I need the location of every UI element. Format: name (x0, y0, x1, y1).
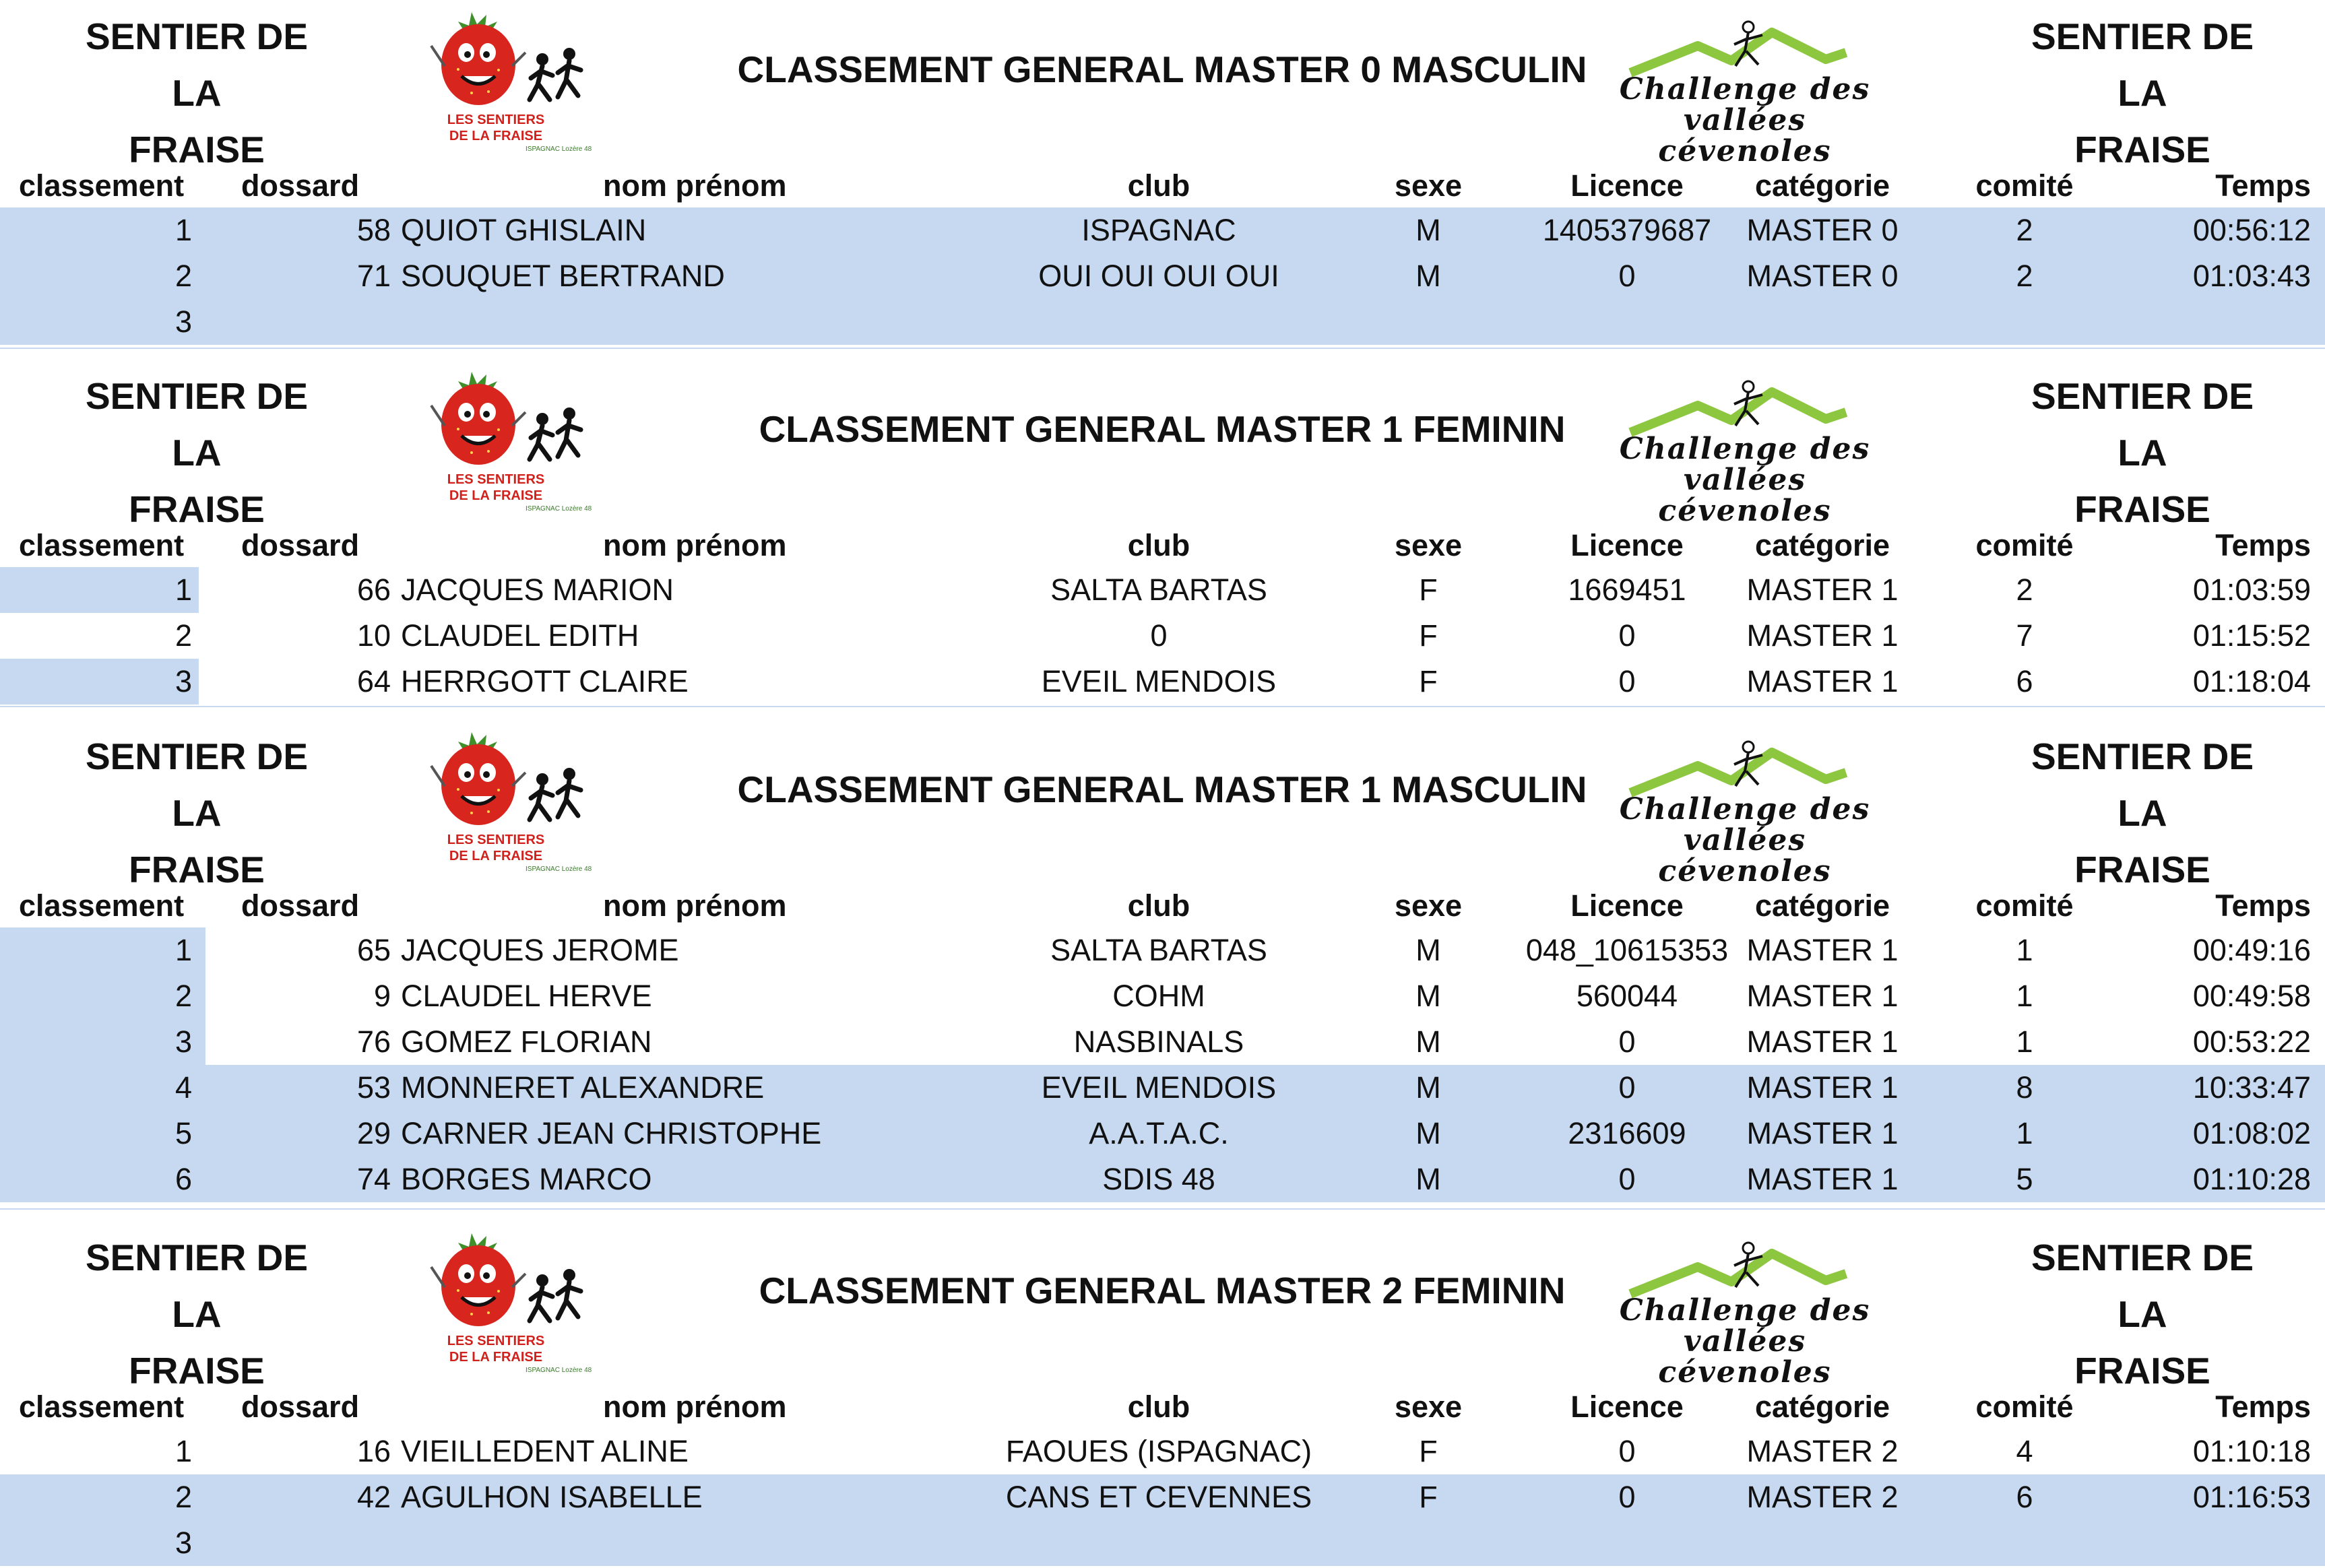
table-header (0, 524, 2325, 567)
cell-sexe: M (1415, 259, 1441, 293)
table-row (0, 1520, 2325, 1566)
cell-comite: 4 (2016, 1434, 2033, 1468)
table-row (0, 1019, 2325, 1065)
cell-categorie: MASTER 1 (1746, 573, 1899, 607)
cell-name: SOUQUET BERTRAND (401, 259, 725, 293)
cell-categorie: MASTER 1 (1746, 618, 1899, 653)
col-categorie-header: catégorie (1754, 888, 1890, 923)
challenge-logo (1603, 1240, 1886, 1390)
challenge-logo (1603, 739, 1886, 888)
cell-rank: 2 (174, 1480, 192, 1514)
cell-temps: 00:53:22 (2192, 1024, 2311, 1059)
cell-comite: 2 (2016, 259, 2033, 293)
col-licence-header: Licence (1570, 1390, 1684, 1424)
table-row (0, 1429, 2325, 1474)
cell-dossard (195, 299, 391, 345)
col-dossard-header: dossard (241, 888, 360, 923)
cell-name (401, 1520, 940, 1566)
cell-sexe: F (1419, 1434, 1438, 1468)
site-title-right: SENTIER DE LA FRAISE (2031, 15, 2254, 170)
cell-comite: 1 (2016, 933, 2033, 967)
cell-categorie (1725, 1520, 1920, 1566)
cell-club: SALTA BARTAS (1050, 573, 1267, 607)
cell-comite: 6 (2016, 1480, 2033, 1514)
cell-name: VIEILLEDENT ALINE (401, 1434, 689, 1468)
strawberry-logo (424, 365, 600, 520)
cell-temps: 00:49:16 (2192, 933, 2311, 967)
cell-sexe: M (1415, 213, 1441, 247)
cell-licence: 0 (1618, 1070, 1636, 1105)
cell-club: 0 (1150, 618, 1168, 653)
site-title-left: SENTIER DE LA FRAISE (85, 736, 309, 890)
table-row (0, 1156, 2325, 1202)
cell-sexe: M (1415, 1116, 1441, 1150)
logo-challenge-text: Challenge des vallées cévenoles (1619, 72, 1871, 168)
cell-temps: 01:15:52 (2192, 618, 2311, 653)
cell-comite: 2 (2016, 213, 2033, 247)
col-rank-header: classement (19, 168, 185, 203)
cell-dossard: 74 (356, 1162, 391, 1196)
cell-categorie: MASTER 1 (1746, 1070, 1899, 1105)
cell-name: QUIOT GHISLAIN (401, 213, 647, 247)
col-categorie-header: catégorie (1754, 1390, 1890, 1424)
logo-fraise-text: LES SENTIERS DE LA FRAISE (447, 472, 545, 503)
cell-licence: 0 (1618, 664, 1636, 698)
cell-temps: 00:56:12 (2192, 213, 2311, 247)
section-divider (0, 1208, 2325, 1210)
cell-licence: 1405379687 (1542, 213, 1712, 247)
cell-sexe: F (1419, 664, 1438, 698)
cell-sexe: M (1415, 1070, 1441, 1105)
site-title-left: SENTIER DE LA FRAISE (85, 375, 309, 530)
cell-club: FAOUES (ISPAGNAC) (1005, 1434, 1312, 1468)
site-title-right: SENTIER DE LA FRAISE (2031, 736, 2254, 890)
cell-name: JACQUES MARION (401, 573, 674, 607)
cell-dossard: 71 (356, 259, 391, 293)
cell-dossard: 76 (356, 1024, 391, 1059)
col-dossard-header: dossard (241, 168, 360, 203)
section-title: CLASSEMENT GENERAL MASTER 2 FEMININ (759, 1270, 1566, 1311)
cell-sexe: F (1419, 1480, 1438, 1514)
cell-categorie: MASTER 1 (1746, 1162, 1899, 1196)
table-row (0, 1065, 2325, 1111)
logo-challenge-text: Challenge des vallées cévenoles (1619, 1293, 1871, 1390)
runner-mountains-icon (1603, 19, 1886, 79)
col-temps-header: Temps (2215, 528, 2311, 562)
cell-sexe: M (1415, 933, 1441, 967)
cell-temps (2115, 1520, 2311, 1566)
strawberry-runners-icon (424, 365, 600, 473)
cell-temps: 01:16:53 (2192, 1480, 2311, 1514)
cell-rank: 1 (174, 1434, 192, 1468)
strawberry-runners-icon (424, 5, 600, 113)
cell-rank: 5 (174, 1116, 192, 1150)
cell-licence (1516, 1520, 1738, 1566)
cell-dossard (195, 1520, 391, 1566)
cell-club: EVEIL MENDOIS (1041, 1070, 1277, 1105)
section-title: CLASSEMENT GENERAL MASTER 0 MASCULIN (737, 48, 1587, 90)
strawberry-runners-icon (424, 1227, 600, 1334)
cell-comite: 1 (2016, 1116, 2033, 1150)
cell-licence: 048_10615353 (1525, 933, 1729, 967)
cell-rank: 3 (174, 1024, 192, 1059)
cell-sexe (1347, 299, 1509, 345)
section-divider (0, 348, 2325, 349)
col-sexe-header: sexe (1394, 168, 1463, 203)
col-temps-header: Temps (2215, 168, 2311, 203)
cell-name: GOMEZ FLORIAN (401, 1024, 652, 1059)
table-row (0, 567, 2325, 613)
runner-mountains-icon (1603, 1240, 1886, 1301)
table-row (0, 299, 2325, 345)
logo-fraise-sub: ISPAGNAC Lozère 48 (525, 1367, 592, 1374)
cell-club: CANS ET CEVENNES (1005, 1480, 1312, 1514)
cell-licence (1516, 299, 1738, 345)
col-club-header: club (1127, 1390, 1190, 1424)
cell-rank: 3 (174, 304, 192, 339)
cell-club (903, 1520, 1415, 1566)
cell-temps: 01:10:28 (2192, 1162, 2311, 1196)
site-title-right: SENTIER DE LA FRAISE (2031, 375, 2254, 530)
table-row (0, 973, 2325, 1019)
strawberry-logo (424, 5, 600, 160)
cell-sexe: M (1415, 1162, 1441, 1196)
col-licence-header: Licence (1570, 528, 1684, 562)
col-club-header: club (1127, 528, 1190, 562)
cell-name: CARNER JEAN CHRISTOPHE (401, 1116, 822, 1150)
col-temps-header: Temps (2215, 1390, 2311, 1424)
col-name-header: nom prénom (603, 888, 787, 923)
cell-dossard: 58 (356, 213, 391, 247)
cell-name (401, 299, 940, 345)
cell-club: OUI OUI OUI OUI (1038, 259, 1279, 293)
col-comite-header: comité (1975, 888, 2074, 923)
cell-licence: 0 (1618, 618, 1636, 653)
section-divider (0, 706, 2325, 707)
col-sexe-header: sexe (1394, 888, 1463, 923)
col-name-header: nom prénom (603, 1390, 787, 1424)
cell-comite: 1 (2016, 1024, 2033, 1059)
cell-comite: 8 (2016, 1070, 2033, 1105)
col-comite-header: comité (1975, 168, 2074, 203)
cell-dossard: 16 (356, 1434, 391, 1468)
cell-comite: 7 (2016, 618, 2033, 653)
cell-club: A.A.T.A.C. (1089, 1116, 1229, 1150)
site-title-left: SENTIER DE LA FRAISE (85, 1237, 309, 1392)
table-header (0, 1385, 2325, 1429)
cell-dossard: 42 (356, 1480, 391, 1514)
cell-comite (1927, 1520, 2122, 1566)
cell-club: ISPAGNAC (1081, 213, 1236, 247)
cell-name: MONNERET ALEXANDRE (401, 1070, 765, 1105)
logo-fraise-text: LES SENTIERS DE LA FRAISE (447, 832, 545, 863)
table-row (0, 659, 2325, 705)
strawberry-runners-icon (424, 725, 600, 833)
logo-fraise-text: LES SENTIERS DE LA FRAISE (447, 112, 545, 143)
cell-licence: 1669451 (1568, 573, 1686, 607)
table-row (0, 253, 2325, 299)
logo-fraise-sub: ISPAGNAC Lozère 48 (525, 505, 592, 513)
col-comite-header: comité (1975, 1390, 2074, 1424)
cell-categorie: MASTER 2 (1746, 1434, 1899, 1468)
cell-rank: 4 (174, 1070, 192, 1105)
cell-comite: 2 (2016, 573, 2033, 607)
cell-temps: 01:03:59 (2192, 573, 2311, 607)
cell-categorie: MASTER 2 (1746, 1480, 1899, 1514)
table-row (0, 1111, 2325, 1156)
logo-fraise-sub: ISPAGNAC Lozère 48 (525, 865, 592, 873)
logo-fraise-sub: ISPAGNAC Lozère 48 (525, 145, 592, 153)
col-comite-header: comité (1975, 528, 2074, 562)
cell-rank: 3 (174, 664, 192, 698)
cell-licence: 0 (1618, 1024, 1636, 1059)
section-title: CLASSEMENT GENERAL MASTER 1 FEMININ (759, 408, 1566, 450)
cell-sexe: M (1415, 1024, 1441, 1059)
col-club-header: club (1127, 168, 1190, 203)
cell-temps: 10:33:47 (2192, 1070, 2311, 1105)
cell-rank: 6 (174, 1162, 192, 1196)
cell-licence: 0 (1618, 1162, 1636, 1196)
cell-temps: 01:18:04 (2192, 664, 2311, 698)
cell-club: SDIS 48 (1102, 1162, 1215, 1196)
table-row (0, 207, 2325, 253)
challenge-logo (1603, 19, 1886, 168)
cell-name: CLAUDEL EDITH (401, 618, 639, 653)
col-temps-header: Temps (2215, 888, 2311, 923)
cell-sexe: F (1419, 618, 1438, 653)
site-title-left: SENTIER DE LA FRAISE (85, 15, 309, 170)
cell-temps: 01:08:02 (2192, 1116, 2311, 1150)
cell-licence: 560044 (1576, 979, 1678, 1013)
runner-mountains-icon (1603, 379, 1886, 439)
col-licence-header: Licence (1570, 888, 1684, 923)
table-header (0, 164, 2325, 207)
challenge-logo (1603, 379, 1886, 528)
cell-name: AGULHON ISABELLE (401, 1480, 703, 1514)
cell-categorie: MASTER 1 (1746, 933, 1899, 967)
cell-club: COHM (1112, 979, 1205, 1013)
cell-rank: 2 (174, 259, 192, 293)
col-name-header: nom prénom (603, 528, 787, 562)
cell-club: NASBINALS (1073, 1024, 1244, 1059)
col-sexe-header: sexe (1394, 528, 1463, 562)
cell-categorie: MASTER 0 (1746, 259, 1899, 293)
table-row (0, 1474, 2325, 1520)
cell-dossard: 53 (356, 1070, 391, 1105)
table-row (0, 927, 2325, 973)
col-name-header: nom prénom (603, 168, 787, 203)
table-row (0, 613, 2325, 659)
strawberry-logo (424, 1227, 600, 1381)
cell-categorie: MASTER 1 (1746, 979, 1899, 1013)
logo-fraise-text: LES SENTIERS DE LA FRAISE (447, 1334, 545, 1365)
cell-dossard: 66 (356, 573, 391, 607)
site-title-right: SENTIER DE LA FRAISE (2031, 1237, 2254, 1392)
cell-categorie: MASTER 0 (1746, 213, 1899, 247)
cell-dossard: 10 (356, 618, 391, 653)
section-title: CLASSEMENT GENERAL MASTER 1 MASCULIN (737, 769, 1587, 810)
col-rank-header: classement (19, 1390, 185, 1424)
col-categorie-header: catégorie (1754, 528, 1890, 562)
cell-name: JACQUES JEROME (401, 933, 679, 967)
cell-temps: 01:10:18 (2192, 1434, 2311, 1468)
cell-name: HERRGOTT CLAIRE (401, 664, 689, 698)
cell-categorie: MASTER 1 (1746, 1116, 1899, 1150)
cell-name: CLAUDEL HERVE (401, 979, 652, 1013)
cell-rank: 1 (174, 573, 192, 607)
cell-name: BORGES MARCO (401, 1162, 652, 1196)
cell-dossard: 29 (356, 1116, 391, 1150)
cell-categorie: MASTER 1 (1746, 664, 1899, 698)
col-rank-header: classement (19, 528, 185, 562)
cell-comite: 5 (2016, 1162, 2033, 1196)
col-sexe-header: sexe (1394, 1390, 1463, 1424)
col-club-header: club (1127, 888, 1190, 923)
cell-temps (2115, 299, 2311, 345)
cell-licence: 0 (1618, 259, 1636, 293)
cell-rank: 1 (174, 933, 192, 967)
cell-temps: 00:49:58 (2192, 979, 2311, 1013)
col-dossard-header: dossard (241, 1390, 360, 1424)
cell-rank: 2 (174, 979, 192, 1013)
cell-categorie: MASTER 1 (1746, 1024, 1899, 1059)
cell-licence: 0 (1618, 1434, 1636, 1468)
cell-temps: 01:03:43 (2192, 259, 2311, 293)
col-rank-header: classement (19, 888, 185, 923)
cell-club: SALTA BARTAS (1050, 933, 1267, 967)
cell-dossard: 65 (356, 933, 391, 967)
cell-rank: 2 (174, 618, 192, 653)
cell-comite (1927, 299, 2122, 345)
cell-sexe (1347, 1520, 1509, 1566)
logo-challenge-text: Challenge des vallées cévenoles (1619, 432, 1871, 528)
strawberry-logo (424, 725, 600, 880)
cell-club (903, 299, 1415, 345)
cell-rank: 1 (174, 213, 192, 247)
cell-rank: 3 (174, 1526, 192, 1560)
logo-challenge-text: Challenge des vallées cévenoles (1619, 792, 1871, 888)
table-header (0, 884, 2325, 927)
cell-licence: 2316609 (1568, 1116, 1686, 1150)
cell-sexe: F (1419, 573, 1438, 607)
cell-licence: 0 (1618, 1480, 1636, 1514)
cell-dossard: 64 (356, 664, 391, 698)
cell-categorie (1725, 299, 1920, 345)
col-categorie-header: catégorie (1754, 168, 1890, 203)
cell-club: EVEIL MENDOIS (1041, 664, 1277, 698)
cell-comite: 6 (2016, 664, 2033, 698)
cell-comite: 1 (2016, 979, 2033, 1013)
runner-mountains-icon (1603, 739, 1886, 799)
cell-dossard: 9 (373, 979, 391, 1013)
col-dossard-header: dossard (241, 528, 360, 562)
col-licence-header: Licence (1570, 168, 1684, 203)
cell-sexe: M (1415, 979, 1441, 1013)
